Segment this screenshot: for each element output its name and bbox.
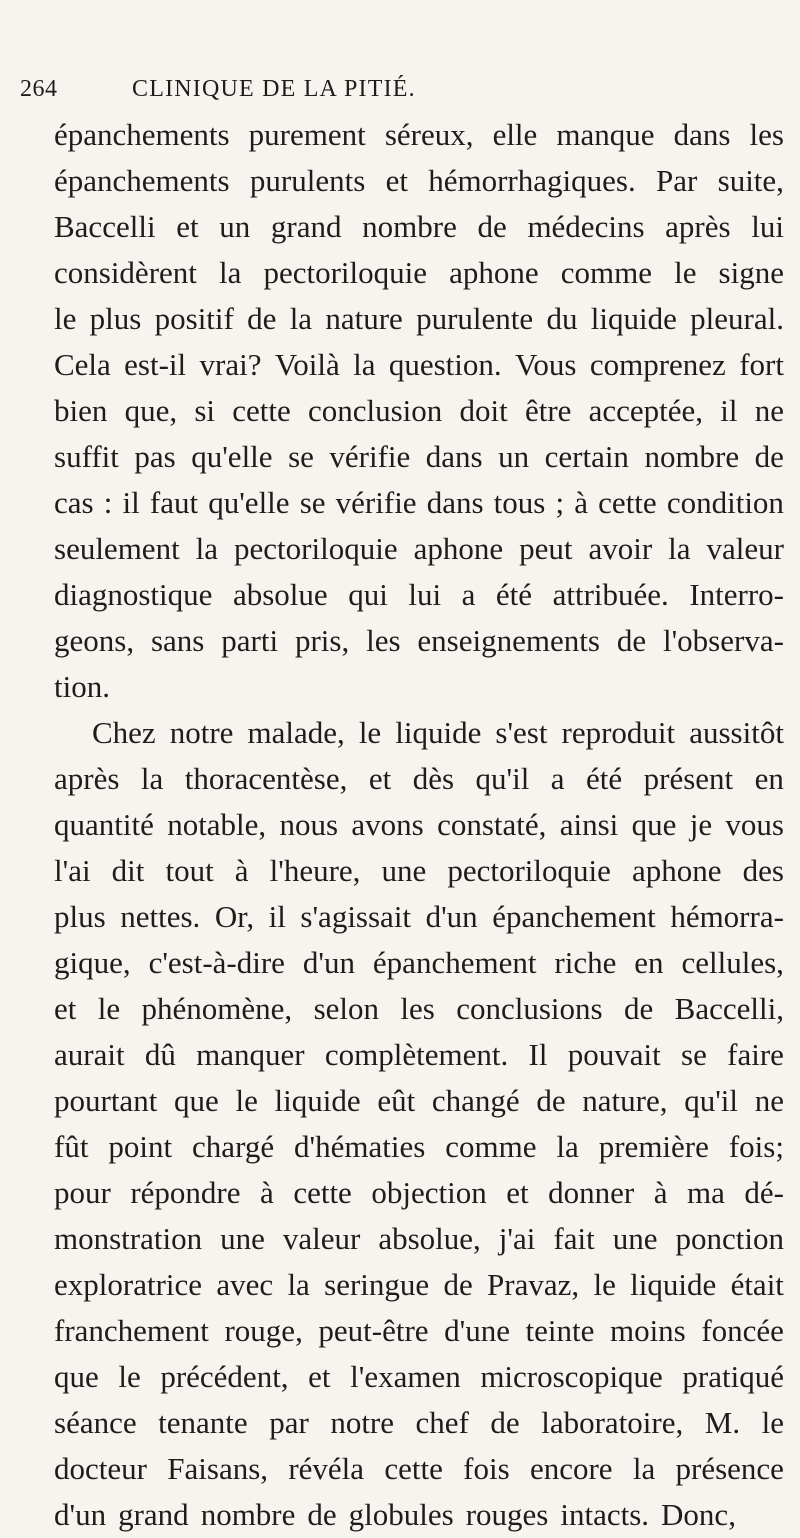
page-header (20, 76, 800, 106)
text-line: le plus positif de la nature purulente du liquide pleural. (54, 301, 784, 336)
text-line: tion. (54, 669, 110, 704)
text-line: gique, c'est-à-dire d'un épanchement riche en cellules, (54, 945, 784, 980)
text-line: seulement la pectoriloquie aphone peut avoir la valeur (54, 531, 784, 566)
text-line: quantité notable, nous avons constaté, ainsi que je vous (54, 807, 784, 842)
text-line: après la thoracentèse, et dès qu'il a été présent en (54, 761, 784, 796)
text-line: diagnostique absolue qui lui a été attribuée. Interro- (54, 577, 784, 612)
text-line: cas : il faut qu'elle se vérifie dans tous ; à cette condition (54, 485, 784, 520)
text-line: exploratrice avec la seringue de Pravaz, le liquide était (54, 1267, 784, 1302)
text-line: considèrent la pectoriloquie aphone comme le signe (54, 255, 784, 290)
text-line: franchement rouge, peut-être d'une teinte moins foncée (54, 1313, 784, 1348)
text-line: monstration une valeur absolue, j'ai fait une ponction (54, 1221, 784, 1256)
text-line: épanchements purulents et hémorrhagiques. Par suite, (54, 163, 784, 198)
text-line: Baccelli et un grand nombre de médecins après lui (54, 209, 784, 244)
text-line: docteur Faisans, révéla cette fois encore la présence (54, 1451, 784, 1486)
text-line: que le précédent, et l'examen microscopique pratiqué (54, 1359, 784, 1394)
text-line: et le phénomène, selon les conclusions de Baccelli, (54, 991, 784, 1026)
text-line: l'ai dit tout à l'heure, une pectoriloquie aphone des (54, 853, 784, 888)
text-line: suffit pas qu'elle se vérifie dans un certain nombre de (54, 439, 784, 474)
text-line: séance tenante par notre chef de laboratoire, M. le (54, 1405, 784, 1440)
page-number: 264 (20, 76, 58, 102)
body-text (54, 112, 784, 1538)
text-line: geons, sans parti pris, les enseignements de l'observa- (54, 623, 784, 658)
text-line: d'un grand nombre de globules rouges intacts. Donc, (54, 1497, 736, 1532)
text-line: plus nettes. Or, il s'agissait d'un épanchement hémorra- (54, 899, 784, 934)
text-line: aurait dû manquer complètement. Il pouvait se faire (54, 1037, 784, 1072)
text-line: Cela est-il vrai? Voilà la question. Vous comprenez fort (54, 347, 784, 382)
running-title: CLINIQUE DE LA PITIÉ. (132, 76, 416, 102)
text-line: pourtant que le liquide eût changé de nature, qu'il ne (54, 1083, 784, 1118)
text-line: bien que, si cette conclusion doit être acceptée, il ne (54, 393, 784, 428)
text-line: fût point chargé d'hématies comme la première fois; (54, 1129, 784, 1164)
text-line: épanchements purement séreux, elle manque dans les (54, 117, 784, 152)
text-line: Chez notre malade, le liquide s'est reproduit aussitôt (92, 715, 784, 750)
text-line: pour répondre à cette objection et donner à ma dé- (54, 1175, 784, 1210)
